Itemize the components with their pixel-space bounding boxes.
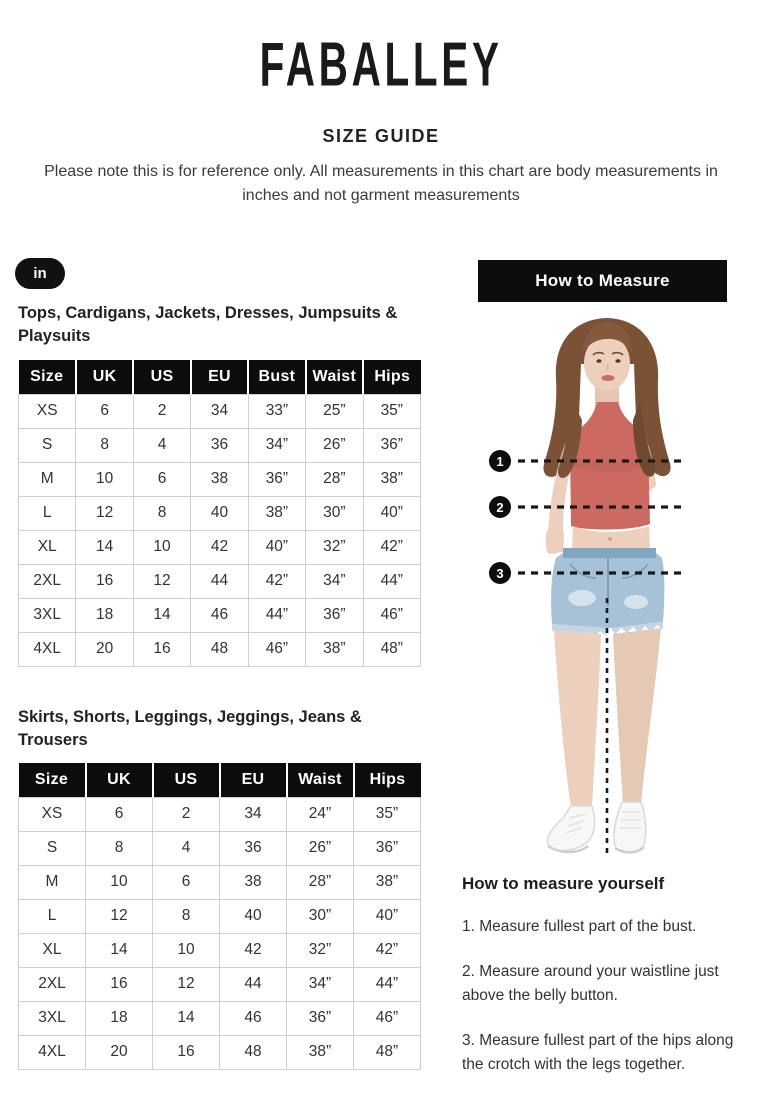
value-cell: 34” <box>287 967 354 1001</box>
nose <box>607 364 608 371</box>
value-cell: 34 <box>220 797 287 831</box>
bottoms-section-title: Skirts, Shorts, Leggings, Jeggings, Jeans & Trousers <box>18 708 362 749</box>
table-row <box>19 831 421 865</box>
value-cell: 44” <box>363 564 420 598</box>
value-cell: 46” <box>248 632 305 666</box>
column-header-size: Size <box>19 360 76 394</box>
column-header-eu: EU <box>191 360 248 394</box>
value-cell: 38” <box>306 632 363 666</box>
column-header-us: US <box>153 763 220 797</box>
value-cell: 42 <box>191 530 248 564</box>
value-cell: 34 <box>191 394 248 428</box>
value-cell: 16 <box>86 967 153 1001</box>
size-cell: 4XL <box>19 632 76 666</box>
value-cell: 12 <box>133 564 190 598</box>
value-cell: 35” <box>354 797 421 831</box>
value-cell: 24” <box>287 797 354 831</box>
value-cell: 40” <box>363 496 420 530</box>
shorts-waistband <box>563 548 656 558</box>
table-row <box>19 598 421 632</box>
value-cell: 40” <box>248 530 305 564</box>
table-row <box>19 428 421 462</box>
size-cell: S <box>19 831 86 865</box>
bottoms-size-table <box>18 763 421 1070</box>
value-cell: 28” <box>306 462 363 496</box>
value-cell: 20 <box>86 1035 153 1069</box>
value-cell: 48” <box>354 1035 421 1069</box>
measure-steps-list <box>462 915 752 1077</box>
how-to-measure-banner: How to Measure <box>478 260 727 302</box>
value-cell: 18 <box>86 1001 153 1035</box>
value-cell: 38 <box>220 865 287 899</box>
value-cell: 36” <box>354 831 421 865</box>
value-cell: 38” <box>354 865 421 899</box>
value-cell: 42” <box>354 933 421 967</box>
value-cell: 10 <box>153 933 220 967</box>
column-header-uk: UK <box>76 360 133 394</box>
value-cell: 10 <box>133 530 190 564</box>
distress-patch-right <box>624 595 648 609</box>
value-cell: 44” <box>248 598 305 632</box>
distress-patch-left <box>568 590 596 606</box>
size-cell: 3XL <box>19 598 76 632</box>
table-row <box>19 933 421 967</box>
value-cell: 20 <box>76 632 133 666</box>
value-cell: 4 <box>153 831 220 865</box>
value-cell: 14 <box>76 530 133 564</box>
size-cell: 2XL <box>19 967 86 1001</box>
value-cell: 46” <box>354 1001 421 1035</box>
table-header-row <box>19 360 421 394</box>
column-header-uk: UK <box>86 763 153 797</box>
value-cell: 30” <box>306 496 363 530</box>
value-cell: 26” <box>306 428 363 462</box>
lips <box>602 375 615 381</box>
model-illustration <box>460 306 762 860</box>
size-cell: 2XL <box>19 564 76 598</box>
value-cell: 8 <box>76 428 133 462</box>
value-cell: 18 <box>76 598 133 632</box>
value-cell: 44 <box>191 564 248 598</box>
value-cell: 36 <box>191 428 248 462</box>
size-cell: 4XL <box>19 1035 86 1069</box>
size-cell: XS <box>19 394 76 428</box>
left-sneaker <box>547 806 594 851</box>
measurement-model-figure <box>460 306 762 860</box>
value-cell: 36” <box>306 598 363 632</box>
value-cell: 42 <box>220 933 287 967</box>
size-cell: XS <box>19 797 86 831</box>
table-row <box>19 496 421 530</box>
value-cell: 8 <box>133 496 190 530</box>
left-leg <box>554 630 601 808</box>
reference-note: Please note this is for reference only. All measurements in this chart are body measurements in inches and not garment measurements <box>44 163 718 204</box>
value-cell: 10 <box>76 462 133 496</box>
value-cell: 33” <box>248 394 305 428</box>
column-header-waist: Waist <box>306 360 363 394</box>
value-cell: 48 <box>220 1035 287 1069</box>
size-cell: L <box>19 899 86 933</box>
value-cell: 6 <box>153 865 220 899</box>
size-cell: M <box>19 462 76 496</box>
value-cell: 16 <box>153 1035 220 1069</box>
value-cell: 34” <box>248 428 305 462</box>
value-cell: 14 <box>86 933 153 967</box>
value-cell: 4 <box>133 428 190 462</box>
bust-marker <box>489 450 511 472</box>
size-cell: XL <box>19 933 86 967</box>
brand-logo: FABALLEY <box>259 30 503 100</box>
size-cell: L <box>19 496 76 530</box>
size-cell: S <box>19 428 76 462</box>
table-row <box>19 564 421 598</box>
table-row <box>19 865 421 899</box>
value-cell: 46” <box>363 598 420 632</box>
value-cell: 12 <box>153 967 220 1001</box>
svg-text:3: 3 <box>496 566 504 581</box>
value-cell: 12 <box>86 899 153 933</box>
table-row <box>19 967 421 1001</box>
value-cell: 10 <box>86 865 153 899</box>
waist-marker <box>489 496 511 518</box>
value-cell: 40 <box>220 899 287 933</box>
belly-button <box>608 537 612 541</box>
value-cell: 14 <box>153 1001 220 1035</box>
measure-step: 2. Measure around your waistline just above the belly button. <box>462 963 719 1004</box>
value-cell: 42” <box>363 530 420 564</box>
column-header-size: Size <box>19 763 86 797</box>
unit-toggle-inches[interactable]: in <box>15 258 65 289</box>
value-cell: 32” <box>306 530 363 564</box>
value-cell: 12 <box>76 496 133 530</box>
brand-header <box>0 30 762 100</box>
table-header-row <box>19 763 421 797</box>
value-cell: 6 <box>86 797 153 831</box>
value-cell: 38” <box>363 462 420 496</box>
right-leg <box>613 628 661 804</box>
value-cell: 48” <box>363 632 420 666</box>
value-cell: 16 <box>76 564 133 598</box>
value-cell: 8 <box>153 899 220 933</box>
column-header-hips: Hips <box>354 763 421 797</box>
tops-size-table <box>18 360 421 667</box>
size-cell: M <box>19 865 86 899</box>
table-row <box>19 797 421 831</box>
value-cell: 2 <box>133 394 190 428</box>
value-cell: 35” <box>363 394 420 428</box>
eye-left <box>596 359 601 363</box>
table-row <box>19 1001 421 1035</box>
value-cell: 2 <box>153 797 220 831</box>
value-cell: 44 <box>220 967 287 1001</box>
value-cell: 36” <box>363 428 420 462</box>
value-cell: 38” <box>248 496 305 530</box>
value-cell: 30” <box>287 899 354 933</box>
table-row <box>19 462 421 496</box>
measure-step: 1. Measure fullest part of the bust. <box>462 918 697 935</box>
size-cell: 3XL <box>19 1001 86 1035</box>
value-cell: 25” <box>306 394 363 428</box>
value-cell: 26” <box>287 831 354 865</box>
value-cell: 32” <box>287 933 354 967</box>
value-cell: 48 <box>191 632 248 666</box>
value-cell: 46 <box>191 598 248 632</box>
svg-text:2: 2 <box>496 500 504 515</box>
column-header-eu: EU <box>220 763 287 797</box>
value-cell: 14 <box>133 598 190 632</box>
value-cell: 42” <box>248 564 305 598</box>
eye-right <box>615 359 620 363</box>
value-cell: 6 <box>133 462 190 496</box>
tops-section-title: Tops, Cardigans, Jackets, Dresses, Jumpsuits & Playsuits <box>18 304 398 345</box>
table-row <box>19 530 421 564</box>
value-cell: 38 <box>191 462 248 496</box>
value-cell: 40” <box>354 899 421 933</box>
value-cell: 8 <box>86 831 153 865</box>
table-row <box>19 394 421 428</box>
value-cell: 28” <box>287 865 354 899</box>
column-header-us: US <box>133 360 190 394</box>
value-cell: 38” <box>287 1035 354 1069</box>
measure-step: 3. Measure fullest part of the hips along the crotch with the legs together. <box>462 1032 734 1073</box>
value-cell: 44” <box>354 967 421 1001</box>
value-cell: 40 <box>191 496 248 530</box>
value-cell: 16 <box>133 632 190 666</box>
hips-marker <box>489 562 511 584</box>
value-cell: 46 <box>220 1001 287 1035</box>
value-cell: 6 <box>76 394 133 428</box>
measure-instructions <box>462 874 752 1077</box>
svg-text:1: 1 <box>496 454 504 469</box>
size-cell: XL <box>19 530 76 564</box>
page-title: SIZE GUIDE <box>322 126 440 146</box>
table-row <box>19 632 421 666</box>
column-header-waist: Waist <box>287 763 354 797</box>
measure-instructions-heading: How to measure yourself <box>462 874 665 893</box>
value-cell: 36” <box>287 1001 354 1035</box>
value-cell: 34” <box>306 564 363 598</box>
column-header-hips: Hips <box>363 360 420 394</box>
table-row <box>19 1035 421 1069</box>
column-header-bust: Bust <box>248 360 305 394</box>
table-row <box>19 899 421 933</box>
value-cell: 36 <box>220 831 287 865</box>
value-cell: 36” <box>248 462 305 496</box>
